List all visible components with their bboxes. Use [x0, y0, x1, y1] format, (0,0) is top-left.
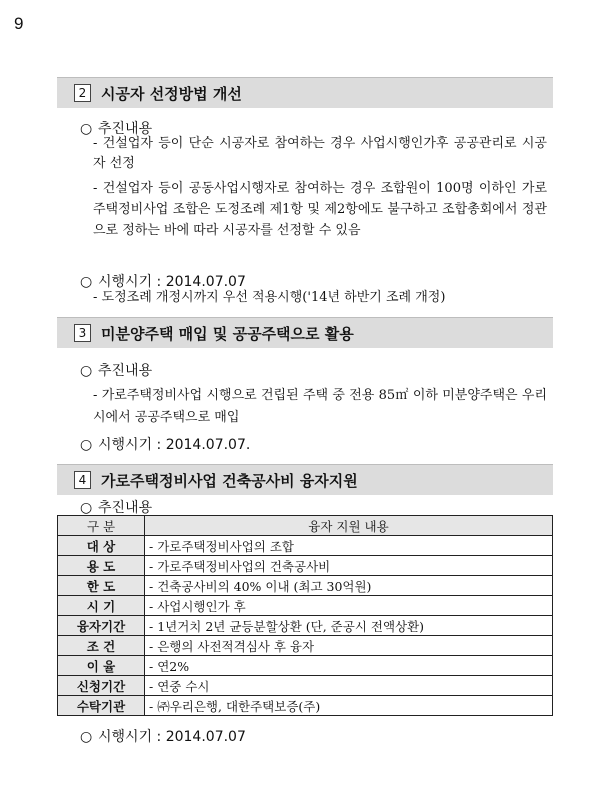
- circle-bullet-icon: ○: [80, 729, 93, 745]
- impl-label: 시행시기 : 2014.07.07.: [98, 437, 251, 453]
- bullet-promo-4: [80, 497, 152, 517]
- impl-label: 시행시기 : 2014.07.07: [98, 729, 246, 745]
- table-row: [58, 596, 553, 616]
- promo-label: 추진내용: [98, 363, 153, 379]
- promo-label: 추진내용: [98, 121, 153, 137]
- page-number: 9: [14, 14, 24, 33]
- circle-bullet-icon: ○: [80, 274, 93, 290]
- table-header-cell: 융자 지원 내용: [145, 516, 553, 536]
- row-key: 수탁기관: [58, 696, 145, 716]
- section-title: 시공자 선정방법 개선: [101, 84, 242, 103]
- impl-note-2: - 도정조례 개정시까지 우선 적용시행('14년 하반기 조례 개정): [93, 290, 446, 305]
- circle-bullet-icon: ○: [80, 121, 93, 137]
- row-value: - 건축공사비의 40% 이내 (최고 30억원): [145, 576, 553, 596]
- section-header-4: [57, 464, 553, 495]
- table-row: [58, 656, 553, 676]
- row-key: 신청기간: [58, 676, 145, 696]
- table-row: [58, 616, 553, 636]
- section-title: 미분양주택 매입 및 공공주택으로 활용: [101, 324, 354, 343]
- section-header-3: [57, 317, 553, 348]
- section-header-2: [57, 77, 553, 108]
- bullet-impl-3: [80, 434, 250, 454]
- row-value: - 연중 수시: [145, 676, 553, 696]
- bullet-promo-3: [80, 360, 152, 380]
- row-key: 이 율: [58, 656, 145, 676]
- circle-bullet-icon: ○: [80, 500, 93, 516]
- section-number: 2: [74, 84, 91, 102]
- table-header-row: [58, 516, 553, 536]
- table-row: [58, 556, 553, 576]
- circle-bullet-icon: ○: [80, 363, 93, 379]
- impl-label: 시행시기 : 2014.07.07: [98, 274, 246, 290]
- table-header-cell: 구 분: [58, 516, 145, 536]
- row-key: 융자기간: [58, 616, 145, 636]
- section-title: 가로주택정비사업 건축공사비 융자지원: [101, 471, 358, 490]
- row-value: - 가로주택정비사업의 조합: [145, 536, 553, 556]
- item-3-1: - 가로주택정비사업 시행으로 건립된 주택 중 전용 85㎡ 이하 미분양주택은 우리시에서 공공주택으로 매입: [93, 388, 547, 425]
- table-row: [58, 676, 553, 696]
- bullet-impl-4: [80, 726, 246, 746]
- row-value: - ㈜우리은행, 대한주택보증(주): [145, 696, 553, 716]
- row-value: - 가로주택정비사업의 건축공사비: [145, 556, 553, 576]
- section-number: 3: [74, 324, 91, 342]
- table-row: [58, 696, 553, 716]
- section-number: 4: [74, 471, 91, 489]
- promo-label: 추진내용: [98, 500, 153, 516]
- item-2-1: - 건설업자 등이 단순 시공자로 참여하는 경우 사업시행인가후 공공관리로 시공자 선정: [93, 136, 547, 171]
- table-row: [58, 576, 553, 596]
- row-value: - 사업시행인가 후: [145, 596, 553, 616]
- table-row: [58, 536, 553, 556]
- row-value: - 은행의 사전적격심사 후 융자: [145, 636, 553, 656]
- circle-bullet-icon: ○: [80, 437, 93, 453]
- row-key: 시 기: [58, 596, 145, 616]
- row-value: - 1년거치 2년 균등분할상환 (단, 준공시 전액상환): [145, 616, 553, 636]
- loan-support-table: [57, 515, 553, 716]
- item-2-2: - 건설업자 등이 공동사업시행자로 참여하는 경우 조합원이 100명 이하인 가로주택정비사업 조합은 도정조례 제1항 및 제2항에도 불구하고 조합총회에서 정관으로 정하는 바에 따라 시공자를 선정할 수 있음: [93, 181, 547, 238]
- row-key: 조 건: [58, 636, 145, 656]
- table-row: [58, 636, 553, 656]
- row-value: - 연2%: [145, 656, 553, 676]
- row-key: 대 상: [58, 536, 145, 556]
- row-key: 용 도: [58, 556, 145, 576]
- row-key: 한 도: [58, 576, 145, 596]
